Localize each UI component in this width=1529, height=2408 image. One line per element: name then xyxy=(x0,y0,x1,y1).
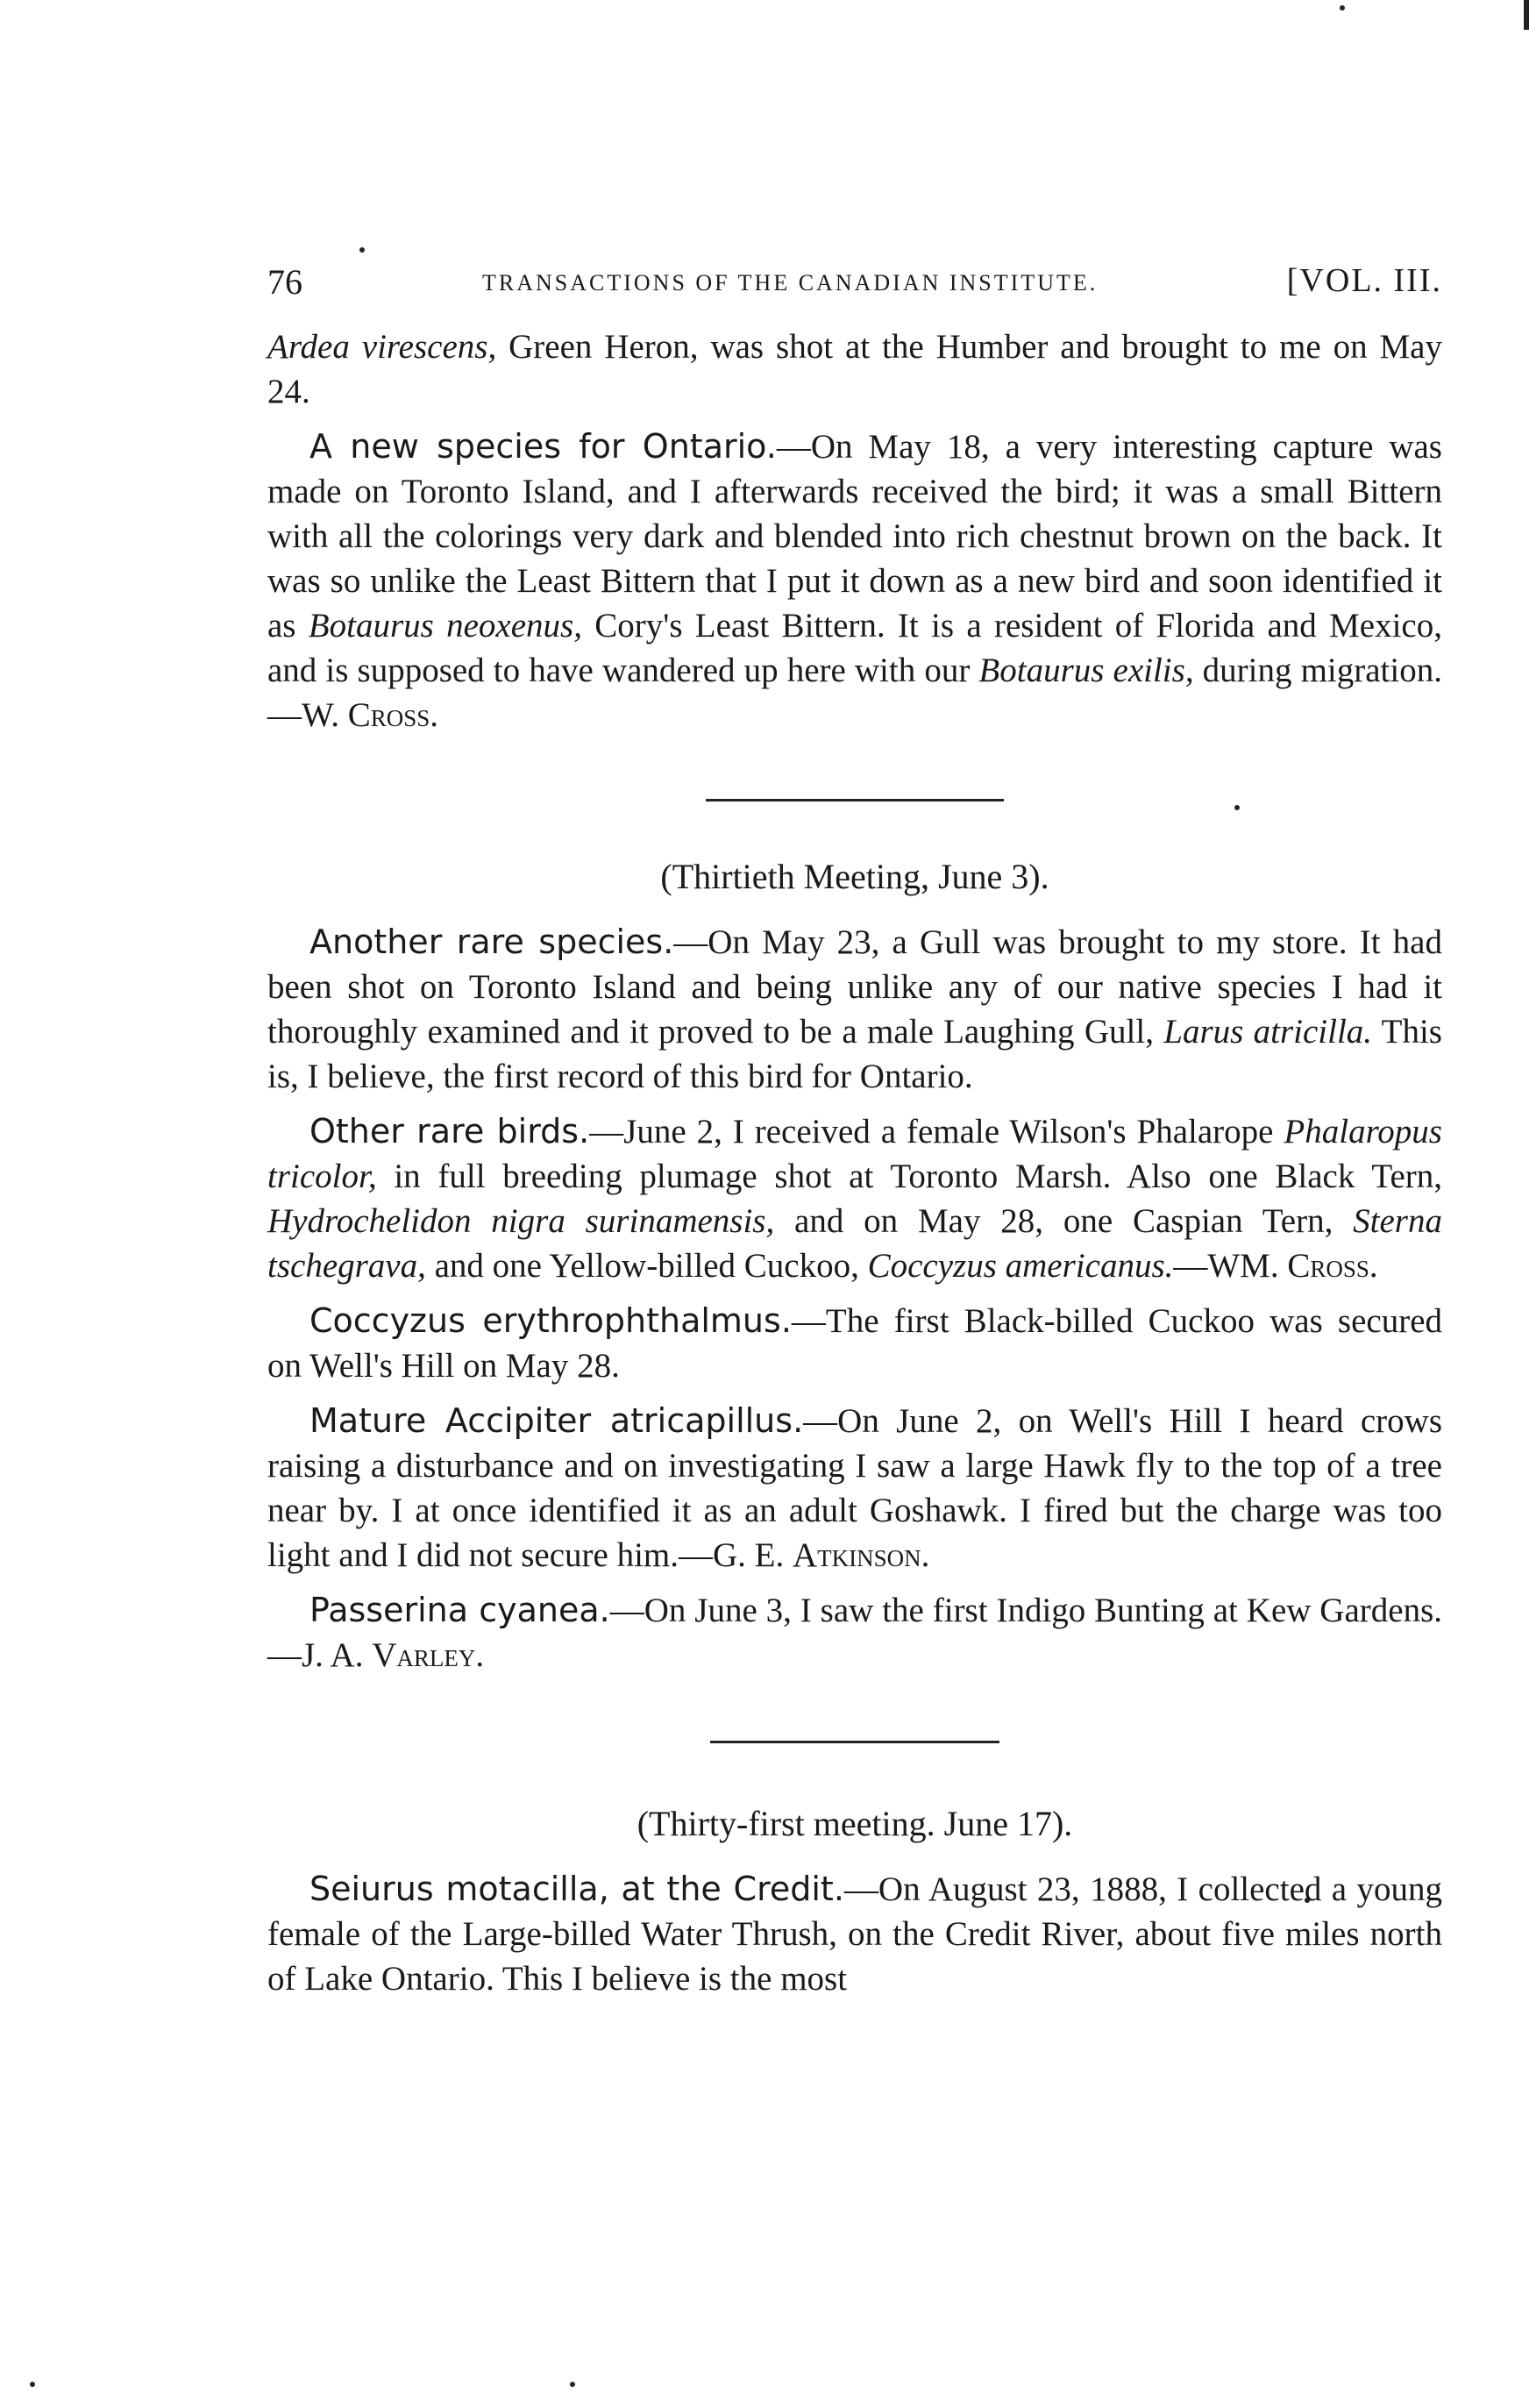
species-name: Botaurus neoxenus, xyxy=(308,607,582,645)
paragraph-black-billed-cuckoo: Coccyzus erythrophthalmus.—The first Black-billed Cuckoo was secured on Well's Hill on May 28. xyxy=(267,1301,1443,1385)
author-signature: Cross. xyxy=(347,696,439,734)
body-text xyxy=(267,324,1442,2012)
scan-speck xyxy=(1340,5,1345,11)
paragraph-heading: Seiurus motacilla, at the Credit. xyxy=(309,1870,844,1908)
paragraph-rare-species: Another rare species.—On May 23, a Gull was brought to my store. It had been shot on Toronto Island and being unlike any of our native species I had it thoroughly examined and it proved to be a male Laughing Gull, Larus atricilla. This is, I believe, the first record of this bird for Ontario. xyxy=(267,923,1442,1095)
paragraph-heading: Mature Accipiter atricapillus. xyxy=(309,1401,804,1440)
paragraph-heading: Passerina cyanea. xyxy=(309,1591,610,1629)
paragraph-heading: Another rare species. xyxy=(309,923,674,961)
species-name: Sterna tschegrava, xyxy=(267,1202,1442,1285)
paragraph-water-thrush: Seiurus motacilla, at the Credit.—On August 23, 1888, I collected a young female of the Large-billed Water Thrush, on the Credit River, about five miles north of Lake Ontario. This I believe is the most xyxy=(267,1870,1443,1998)
author-signature: Cross. xyxy=(1287,1247,1378,1285)
paragraph-heading: A new species for Ontario. xyxy=(309,427,777,466)
meeting-heading: (Thirty-first meeting. June 17). xyxy=(636,1804,1073,1843)
section-divider xyxy=(706,799,1004,801)
paragraph-heading: Other rare birds. xyxy=(309,1112,590,1151)
paragraph-green-heron: Ardea virescens, Green Heron, was shot at the Humber and brought to me on May 24. xyxy=(267,328,1442,410)
page-number: 76 xyxy=(267,262,302,302)
volume-label: [VOL. III. xyxy=(1286,262,1442,299)
species-name: Phalaropus tricolor, xyxy=(267,1113,1442,1195)
scan-speck xyxy=(359,247,365,253)
running-title: TRANSACTIONS OF THE CANADIAN INSTITUTE. xyxy=(482,270,1099,296)
scan-speck xyxy=(30,2382,35,2387)
paragraph-heading: Coccyzus erythrophthalmus. xyxy=(309,1301,792,1340)
running-header xyxy=(267,261,1442,305)
species-name: Larus atricilla. xyxy=(1163,1013,1373,1051)
scan-edge-mark xyxy=(1524,0,1529,30)
paragraph-goshawk: Mature Accipiter atricapillus.—On June 2, on Well's Hill I heard crows raising a disturbance and on investigating I saw a large Hawk fly to the top of a tree near by. I at once identified it as an adult Goshawk. I fired but the charge was too light and I did not secure him.—G. E. Atkinson. xyxy=(267,1401,1442,1574)
paragraph-rare-birds: Other rare birds.—June 2, I received a female Wilson's Phalarope Phalaropus tricolor, in full breeding plumage shot at Toronto Marsh. Also one Black Tern, Hydrochelidon nigra surinamensis, and on May 28, one Caspian Tern, Sterna tschegrava, and one Yellow-billed Cuckoo, Coccyzus americanus.—WM. Cross. xyxy=(267,1112,1442,1285)
meeting-heading: (Thirtieth Meeting, June 3). xyxy=(660,857,1049,896)
species-name: Botaurus exilis, xyxy=(978,652,1194,689)
scan-speck xyxy=(570,2382,575,2387)
section-divider xyxy=(710,1741,999,1743)
species-name: Coccyzus americanus. xyxy=(867,1247,1174,1285)
paragraph-new-species: A new species for Ontario.—On May 18, a very interesting capture was made on Toronto Island, and I afterwards received the bird; it was a small Bittern with all the colorings very dark and blended into rich chestnut brown on the back. It was so unlike the Least Bittern that I put it down as a new bird and soon identified it as Botaurus neoxenus, Cory's Least Bittern. It is a resident of Florida and Mexico, and is supposed to have wandered up here with our Botaurus exilis, during migration.—W. Cross. xyxy=(267,427,1442,734)
species-name: Ardea virescens, xyxy=(267,328,497,366)
paragraph-indigo-bunting: Passerina cyanea.—On June 3, I saw the first Indigo Bunting at Kew Gardens.—J. A. Varley. xyxy=(267,1591,1443,1674)
species-name: Hydrochelidon nigra surinamensis, xyxy=(267,1202,775,1240)
author-signature: Varley. xyxy=(372,1636,485,1674)
author-signature: Atkinson. xyxy=(792,1536,930,1574)
